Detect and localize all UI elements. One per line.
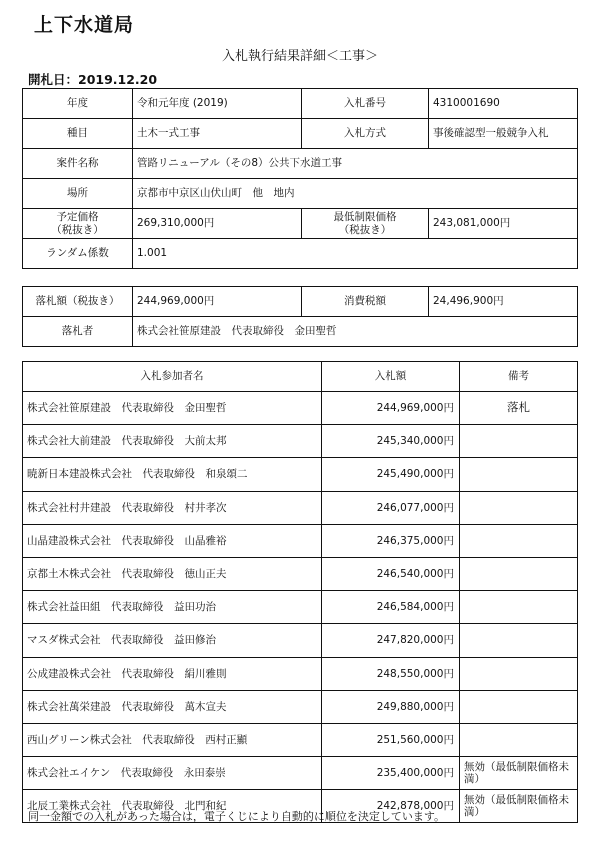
bid-remark (460, 591, 578, 624)
consumption-tax-value: 24,496,900円 (429, 287, 578, 317)
table-row (23, 524, 578, 557)
bid-remark (460, 524, 578, 557)
bid-amount: 246,375,000円 (322, 524, 460, 557)
bid-amount: 247,820,000円 (322, 624, 460, 657)
minimum-price-label: 最低制限価格 （税抜き） (302, 209, 429, 239)
page-title: 入札執行結果詳細＜工事＞ (221, 49, 378, 64)
random-coefficient-value: 1.001 (133, 239, 578, 269)
table-row (23, 591, 578, 624)
category-value: 土木一式工事 (133, 119, 302, 149)
bidder-name: 株式会社村井建設 代表取締役 村井孝次 (23, 491, 322, 524)
award-table (22, 286, 578, 347)
bid-amount: 244,969,000円 (322, 392, 460, 425)
project-name-label: 案件名称 (23, 149, 133, 179)
bid-amount: 235,400,000円 (322, 757, 460, 790)
bid-amount: 246,584,000円 (322, 591, 460, 624)
bid-remark (460, 723, 578, 756)
bid-remark (460, 657, 578, 690)
bidder-name: 北辰工業株式会社 代表取締役 北門和紀 (23, 790, 322, 823)
bid-remark: 落札 (460, 392, 578, 425)
planned-price-value: 269,310,000円 (133, 209, 302, 239)
table-row (23, 392, 578, 425)
bid-remark: 無効（最低制限価格未満） (460, 790, 578, 823)
award-amount-value: 244,969,000円 (133, 287, 302, 317)
bid-amount: 245,490,000円 (322, 458, 460, 491)
bid-remark (460, 458, 578, 491)
bid-amount: 246,540,000円 (322, 557, 460, 590)
bidder-name: 株式会社益田組 代表取締役 益田功治 (23, 591, 322, 624)
bidder-name-header: 入札参加者名 (23, 362, 322, 392)
bid-number-label: 入札番号 (302, 89, 429, 119)
bidder-name: 株式会社大前建設 代表取締役 大前太邦 (23, 425, 322, 458)
bidder-name: 暁新日本建設株式会社 代表取締役 和泉頌二 (23, 458, 322, 491)
bid-number-value: 4310001690 (429, 89, 578, 119)
bid-remark (460, 690, 578, 723)
bid-amount: 251,560,000円 (322, 723, 460, 756)
category-label: 種目 (23, 119, 133, 149)
winner-value: 株式会社笹原建設 代表取締役 金田聖哲 (133, 317, 578, 347)
bidder-name: 山晶建設株式会社 代表取締役 山晶雅裕 (23, 524, 322, 557)
remarks-header: 備考 (460, 362, 578, 392)
bidder-name: 株式会社萬栄建設 代表取締役 萬木宣夫 (23, 690, 322, 723)
table-row (23, 757, 578, 790)
bid-method-label: 入札方式 (302, 119, 429, 149)
year-value: 令和元年度 (2019) (133, 89, 302, 119)
project-name-value: 管路リニューアル（その8）公共下水道工事 (133, 149, 578, 179)
table-row (23, 491, 578, 524)
table-row (23, 624, 578, 657)
table-row (23, 458, 578, 491)
table-row (23, 690, 578, 723)
bid-amount: 242,878,000円 (322, 790, 460, 823)
table-row (23, 557, 578, 590)
location-label: 場所 (23, 179, 133, 209)
org-name: 上下水道局 (34, 14, 135, 36)
bidder-name: 西山グリーン株式会社 代表取締役 西村正顯 (23, 723, 322, 756)
footnote: 同一金額での入札があった場合は，電子くじにより自動的に順位を決定しています。 (28, 810, 446, 823)
bid-amount: 248,550,000円 (322, 657, 460, 690)
bid-remark: 無効（最低制限価格未満） (460, 757, 578, 790)
bidder-name: 公成建設株式会社 代表取締役 絹川雅則 (23, 657, 322, 690)
bid-remark (460, 557, 578, 590)
random-coefficient-label: ランダム係数 (23, 239, 133, 269)
location-value: 京都市中京区山伏山町 他 地内 (133, 179, 578, 209)
bid-remark (460, 425, 578, 458)
bid-amount: 249,880,000円 (322, 690, 460, 723)
year-label: 年度 (23, 89, 133, 119)
bidder-name: マスダ株式会社 代表取締役 益田修治 (23, 624, 322, 657)
project-info-table (22, 88, 578, 269)
bid-remark (460, 491, 578, 524)
award-amount-label: 落札額（税抜き） (23, 287, 133, 317)
consumption-tax-label: 消費税額 (302, 287, 429, 317)
table-row (23, 657, 578, 690)
bid-amount-header: 入札額 (322, 362, 460, 392)
bidder-name: 株式会社笹原建設 代表取締役 金田聖哲 (23, 392, 322, 425)
bid-method-value: 事後確認型一般競争入札 (429, 119, 578, 149)
bidder-name: 京都土木株式会社 代表取締役 徳山正夫 (23, 557, 322, 590)
planned-price-label: 予定価格 （税抜き） (23, 209, 133, 239)
table-row (23, 723, 578, 756)
winner-label: 落札者 (23, 317, 133, 347)
bid-amount: 246,077,000円 (322, 491, 460, 524)
minimum-price-value: 243,081,000円 (429, 209, 578, 239)
opening-date: 開札日：2019.12.20 (28, 72, 158, 87)
bid-remark (460, 624, 578, 657)
table-row (23, 425, 578, 458)
bid-amount: 245,340,000円 (322, 425, 460, 458)
bidder-name: 株式会社エイケン 代表取締役 永田泰崇 (23, 757, 322, 790)
bidders-table (22, 361, 578, 823)
